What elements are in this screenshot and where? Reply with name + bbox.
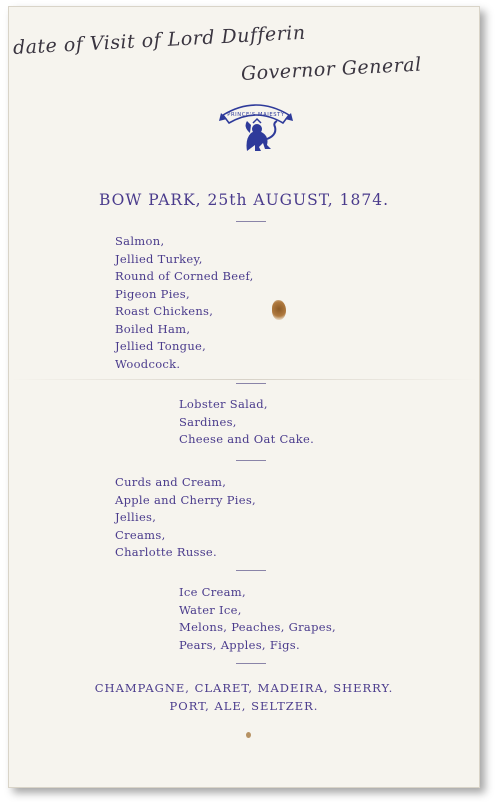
crest-motto: PRINCE'S MAJESTY [227,112,285,118]
menu-item: Curds and Cream, [115,475,227,489]
divider [236,221,266,222]
fold-line [9,379,479,380]
course-3-list [115,474,256,562]
crest-icon [217,99,295,155]
stain-dot [246,732,251,738]
menu-item: Melons, Peaches, Grapes, [179,620,337,634]
divider [236,460,266,461]
menu-item: Jellied Turkey, [115,251,203,266]
handwritten-note-line2: Governor General [240,53,423,85]
menu-item: Jellied Tongue, [115,339,207,353]
menu-item: Woodcock. [115,356,181,371]
menu-item: Boiled Ham, [115,321,191,336]
menu-item: Water Ice, [179,602,242,617]
course-1-list [115,233,254,373]
divider [236,383,266,384]
menu-item: Pears, Apples, Figs. [179,637,300,652]
course-2-list [179,396,314,449]
menu-item: Cheese and Oat Cake. [179,432,315,446]
menu-item: Jellies, [115,510,157,524]
course-4-list [179,584,336,654]
menu-item: Apple and Cherry Pies, [115,492,256,507]
menu-item: Charlotte Russe. [115,545,217,559]
menu-card [8,6,480,788]
menu-item: Round of Corned Beef, [115,269,254,283]
handwritten-note-line1: date of Visit of Lord Dufferin [12,21,307,59]
menu-item: Ice Cream, [179,585,246,599]
drinks-line-2: PORT, ALE, SELTZER. [169,699,319,713]
menu-item: Roast Chickens, [115,304,214,318]
divider [236,663,266,664]
menu-item: Lobster Salad, [179,397,268,411]
menu-item: Salmon, [115,234,165,248]
menu-item: Sardines, [179,414,237,429]
stain-mark [272,300,286,320]
menu-item: Pigeon Pies, [115,286,190,301]
divider [236,570,266,571]
menu-title: BOW PARK, 25th AUGUST, 1874. [98,191,390,209]
menu-item: Creams, [115,527,166,542]
drinks-line-1: CHAMPAGNE, CLARET, MADEIRA, SHERRY. [94,681,394,695]
